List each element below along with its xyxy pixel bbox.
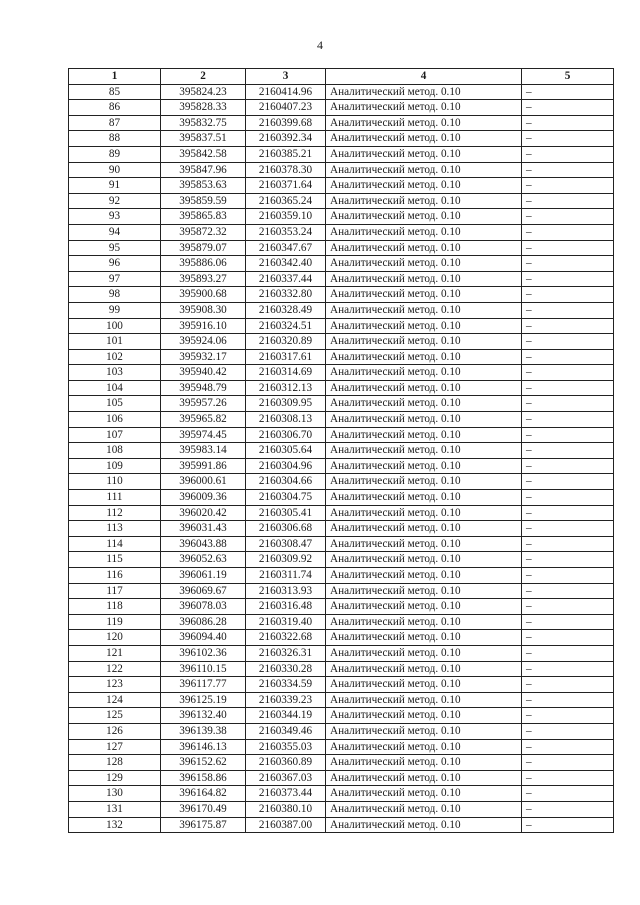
point-number-cell: 88 — [69, 131, 161, 147]
y-coordinate-cell: 2160378.30 — [246, 162, 326, 178]
table-row — [69, 302, 614, 318]
point-number-cell: 99 — [69, 302, 161, 318]
y-coordinate-cell: 2160349.46 — [246, 723, 326, 739]
point-number-cell: 131 — [69, 801, 161, 817]
table-row — [69, 349, 614, 365]
method-cell: Аналитический метод. 0.10 — [326, 396, 522, 412]
y-coordinate-cell: 2160365.24 — [246, 193, 326, 209]
y-coordinate-cell: 2160313.93 — [246, 583, 326, 599]
table-body — [69, 84, 614, 833]
x-coordinate-cell: 395965.82 — [161, 412, 246, 428]
x-coordinate-cell: 396164.82 — [161, 786, 246, 802]
table-row — [69, 131, 614, 147]
description-cell: – — [522, 146, 614, 162]
method-cell: Аналитический метод. 0.10 — [326, 84, 522, 100]
table-row — [69, 692, 614, 708]
description-cell: – — [522, 614, 614, 630]
x-coordinate-cell: 395853.63 — [161, 178, 246, 194]
table-row — [69, 318, 614, 334]
description-cell: – — [522, 568, 614, 584]
table-row — [69, 630, 614, 646]
x-coordinate-cell: 396110.15 — [161, 661, 246, 677]
point-number-cell: 116 — [69, 568, 161, 584]
x-coordinate-cell: 395974.45 — [161, 427, 246, 443]
point-number-cell: 118 — [69, 599, 161, 615]
point-number-cell: 104 — [69, 380, 161, 396]
description-cell: – — [522, 490, 614, 506]
method-cell: Аналитический метод. 0.10 — [326, 645, 522, 661]
description-cell: – — [522, 100, 614, 116]
y-coordinate-cell: 2160387.00 — [246, 817, 326, 833]
x-coordinate-cell: 395924.06 — [161, 334, 246, 350]
point-number-cell: 98 — [69, 287, 161, 303]
table-row — [69, 770, 614, 786]
y-coordinate-cell: 2160305.41 — [246, 505, 326, 521]
y-coordinate-cell: 2160342.40 — [246, 256, 326, 272]
x-coordinate-cell: 395842.58 — [161, 146, 246, 162]
method-cell: Аналитический метод. 0.10 — [326, 412, 522, 428]
method-cell: Аналитический метод. 0.10 — [326, 801, 522, 817]
description-cell: – — [522, 599, 614, 615]
x-coordinate-cell: 396146.13 — [161, 739, 246, 755]
table-row — [69, 505, 614, 521]
description-cell: – — [522, 583, 614, 599]
description-cell: – — [522, 817, 614, 833]
method-cell: Аналитический метод. 0.10 — [326, 568, 522, 584]
table-row — [69, 474, 614, 490]
table-row — [69, 334, 614, 350]
x-coordinate-cell: 396052.63 — [161, 552, 246, 568]
description-cell: – — [522, 723, 614, 739]
method-cell: Аналитический метод. 0.10 — [326, 692, 522, 708]
description-cell: – — [522, 677, 614, 693]
description-cell: – — [522, 770, 614, 786]
point-number-cell: 96 — [69, 256, 161, 272]
description-cell: – — [522, 552, 614, 568]
description-cell: – — [522, 521, 614, 537]
table-row — [69, 115, 614, 131]
y-coordinate-cell: 2160319.40 — [246, 614, 326, 630]
table-row — [69, 193, 614, 209]
description-cell: – — [522, 661, 614, 677]
method-cell: Аналитический метод. 0.10 — [326, 755, 522, 771]
description-cell: – — [522, 458, 614, 474]
x-coordinate-cell: 395859.59 — [161, 193, 246, 209]
y-coordinate-cell: 2160334.59 — [246, 677, 326, 693]
table-row — [69, 443, 614, 459]
table-row — [69, 552, 614, 568]
x-coordinate-cell: 396000.61 — [161, 474, 246, 490]
description-cell: – — [522, 645, 614, 661]
y-coordinate-cell: 2160353.24 — [246, 224, 326, 240]
table-row — [69, 536, 614, 552]
point-number-cell: 90 — [69, 162, 161, 178]
description-cell: – — [522, 240, 614, 256]
x-coordinate-cell: 396125.19 — [161, 692, 246, 708]
method-cell: Аналитический метод. 0.10 — [326, 256, 522, 272]
table-row — [69, 568, 614, 584]
y-coordinate-cell: 2160359.10 — [246, 209, 326, 225]
column-header-3: 3 — [246, 69, 326, 85]
method-cell: Аналитический метод. 0.10 — [326, 490, 522, 506]
x-coordinate-cell: 396175.87 — [161, 817, 246, 833]
point-number-cell: 127 — [69, 739, 161, 755]
x-coordinate-cell: 395932.17 — [161, 349, 246, 365]
method-cell: Аналитический метод. 0.10 — [326, 723, 522, 739]
description-cell: – — [522, 692, 614, 708]
point-number-cell: 113 — [69, 521, 161, 537]
description-cell: – — [522, 505, 614, 521]
point-number-cell: 112 — [69, 505, 161, 521]
point-number-cell: 87 — [69, 115, 161, 131]
x-coordinate-cell: 395886.06 — [161, 256, 246, 272]
x-coordinate-cell: 396170.49 — [161, 801, 246, 817]
method-cell: Аналитический метод. 0.10 — [326, 287, 522, 303]
y-coordinate-cell: 2160324.51 — [246, 318, 326, 334]
description-cell: – — [522, 443, 614, 459]
x-coordinate-cell: 395991.86 — [161, 458, 246, 474]
y-coordinate-cell: 2160304.96 — [246, 458, 326, 474]
y-coordinate-cell: 2160360.89 — [246, 755, 326, 771]
table-row — [69, 365, 614, 381]
description-cell: – — [522, 801, 614, 817]
x-coordinate-cell: 395828.33 — [161, 100, 246, 116]
method-cell: Аналитический метод. 0.10 — [326, 224, 522, 240]
method-cell: Аналитический метод. 0.10 — [326, 786, 522, 802]
description-cell: – — [522, 786, 614, 802]
point-number-cell: 128 — [69, 755, 161, 771]
description-cell: – — [522, 739, 614, 755]
method-cell: Аналитический метод. 0.10 — [326, 334, 522, 350]
point-number-cell: 85 — [69, 84, 161, 100]
method-cell: Аналитический метод. 0.10 — [326, 817, 522, 833]
description-cell: – — [522, 256, 614, 272]
table-row — [69, 677, 614, 693]
point-number-cell: 117 — [69, 583, 161, 599]
method-cell: Аналитический метод. 0.10 — [326, 443, 522, 459]
description-cell: – — [522, 380, 614, 396]
method-cell: Аналитический метод. 0.10 — [326, 178, 522, 194]
table-row — [69, 521, 614, 537]
table-row — [69, 458, 614, 474]
method-cell: Аналитический метод. 0.10 — [326, 583, 522, 599]
table-row — [69, 178, 614, 194]
point-number-cell: 120 — [69, 630, 161, 646]
y-coordinate-cell: 2160347.67 — [246, 240, 326, 256]
y-coordinate-cell: 2160306.68 — [246, 521, 326, 537]
x-coordinate-cell: 396102.36 — [161, 645, 246, 661]
y-coordinate-cell: 2160326.31 — [246, 645, 326, 661]
method-cell: Аналитический метод. 0.10 — [326, 162, 522, 178]
description-cell: – — [522, 396, 614, 412]
column-header-1: 1 — [69, 69, 161, 85]
description-cell: – — [522, 334, 614, 350]
table-row — [69, 786, 614, 802]
point-number-cell: 126 — [69, 723, 161, 739]
method-cell: Аналитический метод. 0.10 — [326, 677, 522, 693]
point-number-cell: 105 — [69, 396, 161, 412]
description-cell: – — [522, 271, 614, 287]
y-coordinate-cell: 2160373.44 — [246, 786, 326, 802]
description-cell: – — [522, 708, 614, 724]
y-coordinate-cell: 2160328.49 — [246, 302, 326, 318]
method-cell: Аналитический метод. 0.10 — [326, 708, 522, 724]
table-header-row — [69, 69, 614, 85]
method-cell: Аналитический метод. 0.10 — [326, 146, 522, 162]
x-coordinate-cell: 396069.67 — [161, 583, 246, 599]
table-row — [69, 583, 614, 599]
y-coordinate-cell: 2160380.10 — [246, 801, 326, 817]
method-cell: Аналитический метод. 0.10 — [326, 380, 522, 396]
method-cell: Аналитический метод. 0.10 — [326, 302, 522, 318]
y-coordinate-cell: 2160308.47 — [246, 536, 326, 552]
table-row — [69, 661, 614, 677]
description-cell: – — [522, 224, 614, 240]
description-cell: – — [522, 427, 614, 443]
point-number-cell: 121 — [69, 645, 161, 661]
point-number-cell: 86 — [69, 100, 161, 116]
y-coordinate-cell: 2160355.03 — [246, 739, 326, 755]
x-coordinate-cell: 395916.10 — [161, 318, 246, 334]
table-row — [69, 396, 614, 412]
method-cell: Аналитический метод. 0.10 — [326, 318, 522, 334]
x-coordinate-cell: 396043.88 — [161, 536, 246, 552]
y-coordinate-cell: 2160309.95 — [246, 396, 326, 412]
x-coordinate-cell: 396061.19 — [161, 568, 246, 584]
x-coordinate-cell: 395824.23 — [161, 84, 246, 100]
x-coordinate-cell: 395900.68 — [161, 287, 246, 303]
table-row — [69, 380, 614, 396]
table-row — [69, 614, 614, 630]
x-coordinate-cell: 395865.83 — [161, 209, 246, 225]
point-number-cell: 109 — [69, 458, 161, 474]
method-cell: Аналитический метод. 0.10 — [326, 739, 522, 755]
point-number-cell: 92 — [69, 193, 161, 209]
method-cell: Аналитический метод. 0.10 — [326, 614, 522, 630]
table-row — [69, 100, 614, 116]
method-cell: Аналитический метод. 0.10 — [326, 630, 522, 646]
x-coordinate-cell: 396020.42 — [161, 505, 246, 521]
point-number-cell: 91 — [69, 178, 161, 194]
method-cell: Аналитический метод. 0.10 — [326, 599, 522, 615]
table-row — [69, 84, 614, 100]
y-coordinate-cell: 2160320.89 — [246, 334, 326, 350]
description-cell: – — [522, 630, 614, 646]
point-number-cell: 111 — [69, 490, 161, 506]
x-coordinate-cell: 395837.51 — [161, 131, 246, 147]
column-header-4: 4 — [326, 69, 522, 85]
x-coordinate-cell: 396117.77 — [161, 677, 246, 693]
description-cell: – — [522, 115, 614, 131]
y-coordinate-cell: 2160385.21 — [246, 146, 326, 162]
coordinates-table — [68, 68, 614, 833]
point-number-cell: 102 — [69, 349, 161, 365]
point-number-cell: 101 — [69, 334, 161, 350]
x-coordinate-cell: 396086.28 — [161, 614, 246, 630]
method-cell: Аналитический метод. 0.10 — [326, 365, 522, 381]
x-coordinate-cell: 396132.40 — [161, 708, 246, 724]
y-coordinate-cell: 2160332.80 — [246, 287, 326, 303]
point-number-cell: 97 — [69, 271, 161, 287]
point-number-cell: 93 — [69, 209, 161, 225]
y-coordinate-cell: 2160371.64 — [246, 178, 326, 194]
y-coordinate-cell: 2160312.13 — [246, 380, 326, 396]
description-cell: – — [522, 349, 614, 365]
method-cell: Аналитический метод. 0.10 — [326, 209, 522, 225]
y-coordinate-cell: 2160414.96 — [246, 84, 326, 100]
point-number-cell: 106 — [69, 412, 161, 428]
point-number-cell: 119 — [69, 614, 161, 630]
description-cell: – — [522, 178, 614, 194]
table-row — [69, 224, 614, 240]
y-coordinate-cell: 2160308.13 — [246, 412, 326, 428]
y-coordinate-cell: 2160339.23 — [246, 692, 326, 708]
description-cell: – — [522, 209, 614, 225]
x-coordinate-cell: 395879.07 — [161, 240, 246, 256]
method-cell: Аналитический метод. 0.10 — [326, 458, 522, 474]
y-coordinate-cell: 2160322.68 — [246, 630, 326, 646]
table-row — [69, 256, 614, 272]
method-cell: Аналитический метод. 0.10 — [326, 271, 522, 287]
point-number-cell: 110 — [69, 474, 161, 490]
y-coordinate-cell: 2160306.70 — [246, 427, 326, 443]
point-number-cell: 130 — [69, 786, 161, 802]
x-coordinate-cell: 396094.40 — [161, 630, 246, 646]
table-row — [69, 708, 614, 724]
method-cell: Аналитический метод. 0.10 — [326, 505, 522, 521]
point-number-cell: 115 — [69, 552, 161, 568]
y-coordinate-cell: 2160314.69 — [246, 365, 326, 381]
x-coordinate-cell: 396139.38 — [161, 723, 246, 739]
point-number-cell: 107 — [69, 427, 161, 443]
method-cell: Аналитический метод. 0.10 — [326, 474, 522, 490]
x-coordinate-cell: 395832.75 — [161, 115, 246, 131]
method-cell: Аналитический метод. 0.10 — [326, 193, 522, 209]
table-row — [69, 271, 614, 287]
table-row — [69, 412, 614, 428]
table-row — [69, 427, 614, 443]
point-number-cell: 125 — [69, 708, 161, 724]
point-number-cell: 103 — [69, 365, 161, 381]
y-coordinate-cell: 2160304.66 — [246, 474, 326, 490]
y-coordinate-cell: 2160316.48 — [246, 599, 326, 615]
point-number-cell: 122 — [69, 661, 161, 677]
description-cell: – — [522, 536, 614, 552]
method-cell: Аналитический метод. 0.10 — [326, 427, 522, 443]
table-row — [69, 599, 614, 615]
table-row — [69, 801, 614, 817]
x-coordinate-cell: 395983.14 — [161, 443, 246, 459]
x-coordinate-cell: 395908.30 — [161, 302, 246, 318]
point-number-cell: 95 — [69, 240, 161, 256]
y-coordinate-cell: 2160367.03 — [246, 770, 326, 786]
x-coordinate-cell: 395940.42 — [161, 365, 246, 381]
x-coordinate-cell: 395957.26 — [161, 396, 246, 412]
page-number: 4 — [317, 38, 323, 52]
x-coordinate-cell: 396152.62 — [161, 755, 246, 771]
point-number-cell: 132 — [69, 817, 161, 833]
table-row — [69, 739, 614, 755]
description-cell: – — [522, 302, 614, 318]
table-row — [69, 755, 614, 771]
description-cell: – — [522, 474, 614, 490]
x-coordinate-cell: 396078.03 — [161, 599, 246, 615]
method-cell: Аналитический метод. 0.10 — [326, 536, 522, 552]
table-row — [69, 645, 614, 661]
table-row — [69, 146, 614, 162]
y-coordinate-cell: 2160344.19 — [246, 708, 326, 724]
column-header-2: 2 — [161, 69, 246, 85]
x-coordinate-cell: 395893.27 — [161, 271, 246, 287]
y-coordinate-cell: 2160317.61 — [246, 349, 326, 365]
y-coordinate-cell: 2160407.23 — [246, 100, 326, 116]
description-cell: – — [522, 287, 614, 303]
y-coordinate-cell: 2160399.68 — [246, 115, 326, 131]
description-cell: – — [522, 193, 614, 209]
description-cell: – — [522, 318, 614, 334]
method-cell: Аналитический метод. 0.10 — [326, 349, 522, 365]
y-coordinate-cell: 2160392.34 — [246, 131, 326, 147]
x-coordinate-cell: 395847.96 — [161, 162, 246, 178]
description-cell: – — [522, 162, 614, 178]
method-cell: Аналитический метод. 0.10 — [326, 131, 522, 147]
table-row — [69, 287, 614, 303]
table-row — [69, 209, 614, 225]
point-number-cell: 89 — [69, 146, 161, 162]
x-coordinate-cell: 396031.43 — [161, 521, 246, 537]
description-cell: – — [522, 131, 614, 147]
method-cell: Аналитический метод. 0.10 — [326, 521, 522, 537]
point-number-cell: 94 — [69, 224, 161, 240]
y-coordinate-cell: 2160305.64 — [246, 443, 326, 459]
method-cell: Аналитический метод. 0.10 — [326, 100, 522, 116]
point-number-cell: 124 — [69, 692, 161, 708]
point-number-cell: 108 — [69, 443, 161, 459]
x-coordinate-cell: 395872.32 — [161, 224, 246, 240]
method-cell: Аналитический метод. 0.10 — [326, 770, 522, 786]
description-cell: – — [522, 84, 614, 100]
method-cell: Аналитический метод. 0.10 — [326, 661, 522, 677]
y-coordinate-cell: 2160330.28 — [246, 661, 326, 677]
table-row — [69, 490, 614, 506]
table-row — [69, 723, 614, 739]
point-number-cell: 123 — [69, 677, 161, 693]
point-number-cell: 129 — [69, 770, 161, 786]
method-cell: Аналитический метод. 0.10 — [326, 552, 522, 568]
table-row — [69, 162, 614, 178]
description-cell: – — [522, 412, 614, 428]
y-coordinate-cell: 2160337.44 — [246, 271, 326, 287]
description-cell: – — [522, 755, 614, 771]
y-coordinate-cell: 2160304.75 — [246, 490, 326, 506]
point-number-cell: 114 — [69, 536, 161, 552]
x-coordinate-cell: 395948.79 — [161, 380, 246, 396]
point-number-cell: 100 — [69, 318, 161, 334]
method-cell: Аналитический метод. 0.10 — [326, 115, 522, 131]
x-coordinate-cell: 396158.86 — [161, 770, 246, 786]
y-coordinate-cell: 2160309.92 — [246, 552, 326, 568]
column-header-5: 5 — [522, 69, 614, 85]
description-cell: – — [522, 365, 614, 381]
method-cell: Аналитический метод. 0.10 — [326, 240, 522, 256]
table-row — [69, 240, 614, 256]
y-coordinate-cell: 2160311.74 — [246, 568, 326, 584]
x-coordinate-cell: 396009.36 — [161, 490, 246, 506]
table-row — [69, 817, 614, 833]
